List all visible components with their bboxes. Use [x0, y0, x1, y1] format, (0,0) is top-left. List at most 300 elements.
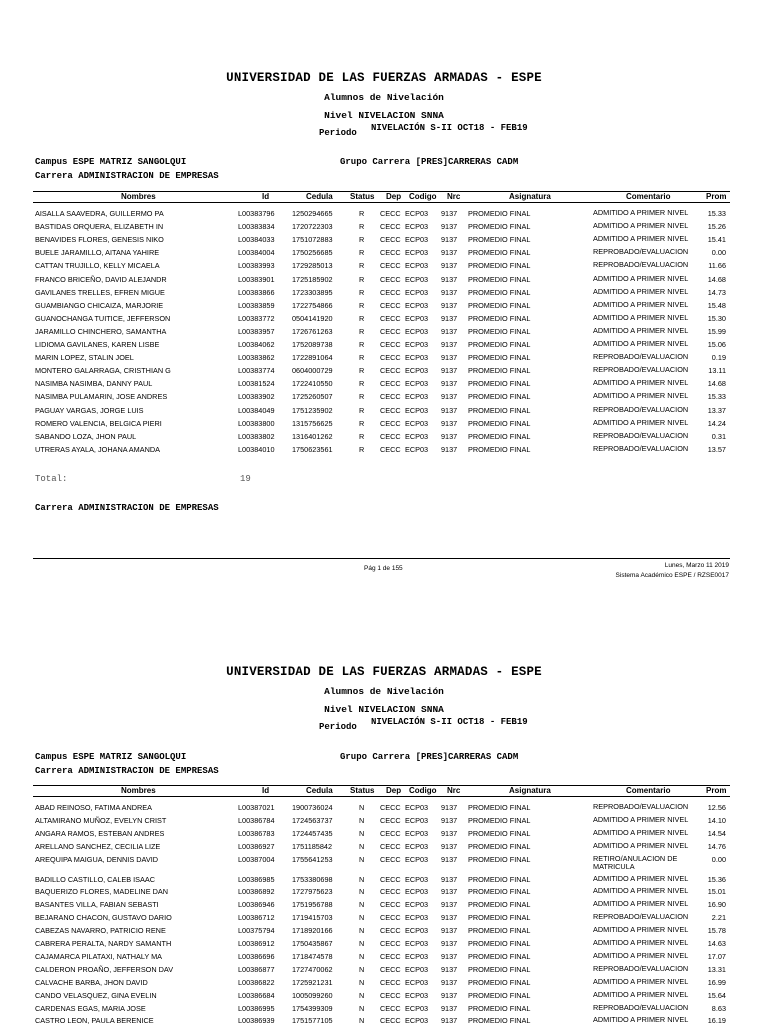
- course-name: PROMEDIO FINAL: [468, 274, 531, 284]
- col-comentario: Comentario: [626, 192, 671, 201]
- student-cedula: 1718474578: [292, 951, 333, 961]
- course-name: PROMEDIO FINAL: [468, 964, 531, 974]
- nrc-number: 9137: [441, 418, 458, 428]
- dep-code: CECC: [380, 990, 401, 1000]
- student-id: L00383993: [238, 261, 275, 271]
- student-id: L00386995: [238, 1003, 275, 1013]
- student-id: L00386946: [238, 900, 275, 910]
- dep-code: CECC: [380, 235, 401, 245]
- nrc-number: 9137: [441, 366, 458, 376]
- student-name: CAJAMARCA PILATAXI, NATHALY MA: [35, 951, 163, 961]
- student-name: ALTAMIRANO MUÑOZ, EVELYN CRIST: [35, 815, 167, 825]
- course-name: PROMEDIO FINAL: [468, 939, 531, 948]
- course-name: PROMEDIO FINAL: [468, 874, 531, 884]
- student-cedula: 1725921231: [292, 977, 333, 987]
- student-id: L00383774: [238, 366, 275, 376]
- course-name: PROMEDIO FINAL: [468, 222, 531, 232]
- student-id: L00386912: [238, 939, 275, 948]
- student-cedula: 1751577105: [292, 1016, 333, 1026]
- student-id: L00386927: [238, 841, 275, 851]
- nrc-number: 9137: [441, 235, 458, 245]
- average-grade: 14.63: [707, 939, 726, 948]
- student-status: N: [359, 977, 365, 987]
- student-status: N: [359, 841, 365, 851]
- dep-code: CECC: [380, 313, 401, 323]
- system-label: Sistema Académico ESPE / RZSE0017: [615, 572, 729, 579]
- student-name: BASTIDAS ORQUERA, ELIZABETH IN: [35, 222, 164, 232]
- nrc-number: 9137: [441, 340, 458, 349]
- periodo-value: NIVELACIÓN S-II OCT18 - FEB19: [371, 123, 528, 133]
- student-id: L00386712: [238, 913, 275, 923]
- student-id: L00384004: [238, 248, 275, 258]
- grupo-label: Grupo Carrera [PRES]CARRERAS CADM: [340, 157, 519, 167]
- student-name: CARDENAS EGAS, MARIA JOSE: [35, 1003, 146, 1013]
- average-grade: 15.33: [707, 209, 726, 218]
- student-cedula: 1722754866: [292, 300, 333, 310]
- course-name: PROMEDIO FINAL: [468, 951, 531, 961]
- average-grade: 13.31: [707, 964, 726, 974]
- result-comment: ADMITIDO A PRIMER NIVEL: [593, 976, 689, 986]
- student-id: L00386892: [238, 887, 275, 897]
- student-status: N: [359, 815, 365, 825]
- dep-code: CECC: [380, 913, 401, 923]
- result-comment: RETIRO/ANULACION DE MATRICULA: [593, 853, 678, 871]
- average-grade: 8.63: [711, 1003, 726, 1013]
- col-dep: Dep: [386, 192, 402, 201]
- table-header-rule-2: [33, 796, 730, 797]
- student-cedula: 1718920166: [292, 926, 333, 936]
- course-code: ECP03: [405, 926, 429, 936]
- course-name: PROMEDIO FINAL: [468, 261, 531, 271]
- student-id: L00384033: [238, 235, 275, 245]
- dep-code: CECC: [380, 887, 401, 897]
- table-row: [0, 965, 768, 978]
- course-code: ECP03: [405, 222, 429, 232]
- nrc-number: 9137: [441, 874, 458, 884]
- result-comment: REPROBADO/EVALUACION: [593, 260, 689, 270]
- student-cedula: 1750623561: [292, 444, 333, 454]
- student-id: L00386822: [238, 977, 275, 987]
- average-grade: 0.31: [711, 431, 726, 441]
- result-comment: ADMITIDO A PRIMER NIVEL: [593, 325, 689, 335]
- average-grade: 15.06: [707, 340, 726, 349]
- student-name: LIDIOMA GAVILANES, KAREN LISBE: [35, 340, 160, 349]
- dep-code: CECC: [380, 287, 401, 297]
- student-status: N: [359, 874, 365, 884]
- student-id: L00386877: [238, 964, 275, 974]
- student-status: R: [359, 313, 365, 323]
- university-title: UNIVERSIDAD DE LAS FUERZAS ARMADAS - ESPE: [226, 71, 542, 85]
- result-comment: ADMITIDO A PRIMER NIVEL: [593, 208, 689, 217]
- result-comment: ADMITIDO A PRIMER NIVEL: [593, 827, 689, 837]
- student-cedula: 1755641253: [292, 854, 333, 864]
- student-status: R: [359, 261, 365, 271]
- course-code: ECP03: [405, 248, 429, 258]
- student-name: UTRERAS AYALA, JOHANA AMANDA: [35, 444, 161, 454]
- nrc-number: 9137: [441, 841, 458, 851]
- course-name: PROMEDIO FINAL: [468, 313, 531, 323]
- nivel-label-2: Nivel NIVELACION SNNA: [324, 704, 444, 715]
- course-code: ECP03: [405, 854, 429, 864]
- col-id: Id: [262, 192, 270, 201]
- student-status: N: [359, 1003, 365, 1013]
- result-comment: ADMITIDO A PRIMER NIVEL: [593, 925, 689, 935]
- result-comment: ADMITIDO A PRIMER NIVEL: [593, 234, 689, 244]
- dep-code: CECC: [380, 1003, 401, 1013]
- dep-code: CECC: [380, 926, 401, 936]
- student-cedula: 1750256685: [292, 248, 333, 258]
- student-status: N: [359, 939, 365, 948]
- student-cedula: 1751956788: [292, 900, 333, 910]
- course-name: PROMEDIO FINAL: [468, 287, 531, 297]
- course-code: ECP03: [405, 900, 429, 910]
- dep-code: CECC: [380, 431, 401, 441]
- nrc-number: 9137: [441, 854, 458, 864]
- table-row: [0, 853, 768, 871]
- student-cedula: 1751072883: [292, 235, 333, 245]
- course-name: PROMEDIO FINAL: [468, 418, 531, 428]
- dep-code: CECC: [380, 444, 401, 454]
- student-id: L00384062: [238, 340, 275, 349]
- course-code: ECP03: [405, 340, 429, 349]
- course-code: ECP03: [405, 287, 429, 297]
- student-status: N: [359, 900, 365, 910]
- periodo-label: Periodo: [319, 128, 357, 138]
- course-code: ECP03: [405, 235, 429, 245]
- table-row: [0, 978, 768, 991]
- average-grade: 15.33: [707, 392, 726, 402]
- student-id: L00387021: [238, 803, 275, 812]
- total-label: Total:: [35, 474, 68, 484]
- average-grade: 16.19: [707, 1016, 726, 1026]
- result-comment: REPROBADO/EVALUACION: [593, 802, 689, 811]
- average-grade: 14.54: [707, 828, 726, 838]
- course-name: PROMEDIO FINAL: [468, 444, 531, 454]
- student-cedula: 1754399309: [292, 1003, 333, 1013]
- average-grade: 14.73: [707, 287, 726, 297]
- course-code: ECP03: [405, 874, 429, 884]
- nrc-number: 9137: [441, 300, 458, 310]
- average-grade: 14.76: [707, 841, 726, 851]
- result-comment: ADMITIDO A PRIMER NIVEL: [593, 273, 689, 283]
- average-grade: 14.68: [707, 274, 726, 284]
- course-code: ECP03: [405, 379, 429, 389]
- course-code: ECP03: [405, 1003, 429, 1013]
- dep-code: CECC: [380, 326, 401, 336]
- result-comment: ADMITIDO A PRIMER NIVEL: [593, 873, 689, 883]
- dep-code: CECC: [380, 951, 401, 961]
- table-row: [0, 952, 768, 965]
- student-cedula: 1751185842: [292, 841, 333, 851]
- course-name: PROMEDIO FINAL: [468, 300, 531, 310]
- table-row: [0, 1016, 768, 1029]
- total-value: 19: [240, 474, 251, 484]
- course-name: PROMEDIO FINAL: [468, 405, 531, 415]
- student-id: L00384010: [238, 444, 275, 454]
- student-status: R: [359, 379, 365, 389]
- student-status: R: [359, 392, 365, 402]
- col-dep-2: Dep: [386, 786, 402, 795]
- average-grade: 15.99: [707, 326, 726, 336]
- periodo-value-2: NIVELACIÓN S-II OCT18 - FEB19: [371, 717, 528, 727]
- student-id: L00387004: [238, 854, 275, 864]
- course-code: ECP03: [405, 353, 429, 363]
- student-status: R: [359, 431, 365, 441]
- dep-code: CECC: [380, 209, 401, 218]
- result-comment: ADMITIDO A PRIMER NIVEL: [593, 814, 689, 824]
- student-name: BENAVIDES FLORES, GENESIS NIKO: [35, 235, 164, 245]
- course-name: PROMEDIO FINAL: [468, 803, 531, 812]
- result-comment: ADMITIDO A PRIMER NIVEL: [593, 312, 689, 322]
- result-comment: REPROBADO/EVALUACION: [593, 404, 689, 414]
- nrc-number: 9137: [441, 815, 458, 825]
- student-name: BAQUERIZO FLORES, MADELINE DAN: [35, 887, 168, 897]
- student-status: N: [359, 1016, 365, 1026]
- student-cedula: 1753380698: [292, 874, 333, 884]
- student-cedula: 1722891064: [292, 353, 333, 363]
- student-id: L00386684: [238, 990, 275, 1000]
- student-id: L00383859: [238, 300, 275, 310]
- student-id: L00383957: [238, 326, 275, 336]
- result-comment: ADMITIDO A PRIMER NIVEL: [593, 899, 689, 909]
- dep-code: CECC: [380, 964, 401, 974]
- dep-code: CECC: [380, 841, 401, 851]
- student-cedula: 1720722303: [292, 222, 333, 232]
- report-date: Lunes, Marzo 11 2019: [664, 562, 729, 569]
- average-grade: 15.01: [707, 887, 726, 897]
- student-id: L00383802: [238, 431, 275, 441]
- dep-code: CECC: [380, 300, 401, 310]
- average-grade: 15.48: [707, 300, 726, 310]
- result-comment: REPROBADO/EVALUACION: [593, 430, 689, 440]
- average-grade: 2.21: [711, 913, 726, 923]
- student-status: N: [359, 887, 365, 897]
- col-asignatura: Asignatura: [509, 192, 551, 201]
- nrc-number: 9137: [441, 939, 458, 948]
- dep-code: CECC: [380, 939, 401, 948]
- table-row: [0, 842, 768, 855]
- result-comment: ADMITIDO A PRIMER NIVEL: [593, 286, 689, 296]
- dep-code: CECC: [380, 977, 401, 987]
- result-comment: REPROBADO/EVALUACION: [593, 443, 689, 453]
- nrc-number: 9137: [441, 222, 458, 232]
- average-grade: 16.99: [707, 977, 726, 987]
- result-comment: ADMITIDO A PRIMER NIVEL: [593, 221, 689, 231]
- student-cedula: 1725185902: [292, 274, 333, 284]
- average-grade: 15.30: [707, 313, 726, 323]
- course-code: ECP03: [405, 366, 429, 376]
- course-name: PROMEDIO FINAL: [468, 913, 531, 923]
- average-grade: 14.10: [707, 815, 726, 825]
- student-status: R: [359, 340, 365, 349]
- course-name: PROMEDIO FINAL: [468, 900, 531, 910]
- nrc-number: 9137: [441, 431, 458, 441]
- student-name: JARAMILLO CHINCHERO, SAMANTHA: [35, 326, 167, 336]
- average-grade: 15.78: [707, 926, 726, 936]
- course-code: ECP03: [405, 887, 429, 897]
- student-name: GUANOCHANGA TUITICE, JEFFERSON: [35, 313, 171, 323]
- university-title-2: UNIVERSIDAD DE LAS FUERZAS ARMADAS - ESPE: [226, 665, 542, 679]
- average-grade: 11.66: [708, 261, 726, 271]
- course-code: ECP03: [405, 990, 429, 1000]
- student-status: N: [359, 854, 365, 864]
- student-cedula: 1727975623: [292, 887, 333, 897]
- course-code: ECP03: [405, 815, 429, 825]
- result-comment: ADMITIDO A PRIMER NIVEL: [593, 840, 689, 850]
- col-asignatura-2: Asignatura: [509, 786, 551, 795]
- student-cedula: 1724563737: [292, 815, 333, 825]
- nrc-number: 9137: [441, 274, 458, 284]
- nrc-number: 9137: [441, 977, 458, 987]
- student-name: NASIMBA PULAMARIN, JOSE ANDRES: [35, 392, 168, 402]
- student-id: L00384049: [238, 405, 275, 415]
- student-id: L00375794: [238, 926, 275, 936]
- student-id: L00383901: [238, 274, 275, 284]
- dep-code: CECC: [380, 1016, 401, 1026]
- table-row: [0, 991, 768, 1004]
- student-id: L00386985: [238, 874, 275, 884]
- nrc-number: 9137: [441, 248, 458, 258]
- course-name: PROMEDIO FINAL: [468, 990, 531, 1000]
- student-name: CALVACHE BARBA, JHON DAVID: [35, 977, 148, 987]
- col-cedula-2: Cedula: [306, 786, 333, 795]
- student-status: R: [359, 300, 365, 310]
- student-id: L00381524: [238, 379, 275, 389]
- result-comment: REPROBADO/EVALUACION: [593, 1002, 689, 1012]
- nrc-number: 9137: [441, 926, 458, 936]
- table-row: [0, 829, 768, 842]
- dep-code: CECC: [380, 340, 401, 349]
- student-cedula: 1751235902: [292, 405, 333, 415]
- carrera-label: Carrera ADMINISTRACION DE EMPRESAS: [35, 171, 219, 181]
- course-code: ECP03: [405, 392, 429, 402]
- nrc-number: 9137: [441, 951, 458, 961]
- student-name: CABEZAS NAVARRO, PATRICIO RENE: [35, 926, 166, 936]
- student-name: ABAD REINOSO, FATIMA ANDREA: [35, 803, 153, 812]
- nrc-number: 9137: [441, 313, 458, 323]
- result-comment: ADMITIDO A PRIMER NIVEL: [593, 378, 689, 388]
- student-name: MONTERO GALARRAGA, CRISTHIAN G: [35, 366, 171, 376]
- course-name: PROMEDIO FINAL: [468, 379, 531, 389]
- student-cedula: 0604000729: [292, 366, 333, 376]
- student-cedula: 1250294665: [292, 209, 333, 218]
- nrc-number: 9137: [441, 287, 458, 297]
- course-code: ECP03: [405, 261, 429, 271]
- course-code: ECP03: [405, 405, 429, 415]
- page-number: Pág 1 de 155: [364, 565, 403, 572]
- result-comment: ADMITIDO A PRIMER NIVEL: [593, 299, 689, 309]
- course-name: PROMEDIO FINAL: [468, 1003, 531, 1013]
- course-name: PROMEDIO FINAL: [468, 340, 531, 349]
- result-comment: REPROBADO/EVALUACION: [593, 247, 689, 257]
- student-cedula: 1722410550: [292, 379, 333, 389]
- course-name: PROMEDIO FINAL: [468, 235, 531, 245]
- nrc-number: 9137: [441, 209, 458, 218]
- average-grade: 15.41: [707, 235, 726, 245]
- student-id: L00383834: [238, 222, 275, 232]
- nrc-number: 9137: [441, 828, 458, 838]
- student-name: PAGUAY VARGAS, JORGE LUIS: [35, 405, 144, 415]
- dep-code: CECC: [380, 900, 401, 910]
- nrc-number: 9137: [441, 392, 458, 402]
- student-status: R: [359, 405, 365, 415]
- nrc-number: 9137: [441, 405, 458, 415]
- col-codigo-2: Codigo: [409, 786, 437, 795]
- student-name: ARELLANO SANCHEZ, CECILIA LIZE: [35, 841, 161, 851]
- student-name: BASANTES VILLA, FABIAN SEBASTI: [35, 900, 159, 910]
- nrc-number: 9137: [441, 900, 458, 910]
- student-cedula: 1727470062: [292, 964, 333, 974]
- student-id: L00386783: [238, 828, 275, 838]
- dep-code: CECC: [380, 874, 401, 884]
- student-name: ANGARA RAMOS, ESTEBAN ANDRES: [35, 828, 165, 838]
- student-name: SABANDO LOZA, JHON PAUL: [35, 431, 137, 441]
- course-name: PROMEDIO FINAL: [468, 887, 531, 897]
- col-comentario-2: Comentario: [626, 786, 671, 795]
- periodo-label-2: Periodo: [319, 722, 357, 732]
- carrera-label-2: Carrera ADMINISTRACION DE EMPRESAS: [35, 766, 219, 776]
- average-grade: 15.26: [707, 222, 726, 232]
- course-code: ECP03: [405, 803, 429, 812]
- student-cedula: 1724457435: [292, 828, 333, 838]
- dep-code: CECC: [380, 854, 401, 864]
- student-status: N: [359, 964, 365, 974]
- student-cedula: 1900736024: [292, 803, 333, 812]
- result-comment: ADMITIDO A PRIMER NIVEL: [593, 391, 689, 401]
- col-nrc-2: Nrc: [447, 786, 461, 795]
- student-name: GAVILANES TRELLES, EFREN MIGUE: [35, 287, 165, 297]
- student-id: L00386696: [238, 951, 275, 961]
- course-name: PROMEDIO FINAL: [468, 1016, 531, 1026]
- student-status: N: [359, 951, 365, 961]
- result-comment: ADMITIDO A PRIMER NIVEL: [593, 886, 689, 896]
- student-cedula: 1725260507: [292, 392, 333, 402]
- student-status: N: [359, 803, 365, 812]
- average-grade: 15.36: [707, 874, 726, 884]
- student-status: R: [359, 366, 365, 376]
- student-name: CANDO VELASQUEZ, GINA EVELIN: [35, 990, 157, 1000]
- course-name: PROMEDIO FINAL: [468, 366, 531, 376]
- average-grade: 14.68: [707, 379, 726, 389]
- course-name: PROMEDIO FINAL: [468, 815, 531, 825]
- course-name: PROMEDIO FINAL: [468, 977, 531, 987]
- nrc-number: 9137: [441, 261, 458, 271]
- col-status: Status: [350, 192, 375, 201]
- student-name: BADILLO CASTILLO, CALEB ISAAC: [35, 874, 156, 884]
- student-cedula: 1005099260: [292, 990, 333, 1000]
- result-comment: ADMITIDO A PRIMER NIVEL: [593, 938, 689, 947]
- average-grade: 14.24: [707, 418, 726, 428]
- dep-code: CECC: [380, 274, 401, 284]
- dep-code: CECC: [380, 379, 401, 389]
- col-id-2: Id: [262, 786, 270, 795]
- student-status: R: [359, 353, 365, 363]
- course-code: ECP03: [405, 951, 429, 961]
- result-comment: REPROBADO/EVALUACION: [593, 963, 689, 973]
- nrc-number: 9137: [441, 964, 458, 974]
- course-name: PROMEDIO FINAL: [468, 431, 531, 441]
- carrera-footer: Carrera ADMINISTRACION DE EMPRESAS: [35, 503, 219, 513]
- col-nombres: Nombres: [121, 192, 156, 201]
- average-grade: 13.11: [708, 366, 726, 376]
- nrc-number: 9137: [441, 913, 458, 923]
- student-name: FRANCO BRICEÑO, DAVID ALEJANDR: [35, 274, 167, 284]
- course-name: PROMEDIO FINAL: [468, 326, 531, 336]
- student-cedula: 1719415703: [292, 913, 333, 923]
- student-status: R: [359, 274, 365, 284]
- col-nombres-2: Nombres: [121, 786, 156, 795]
- average-grade: 16.90: [707, 900, 726, 910]
